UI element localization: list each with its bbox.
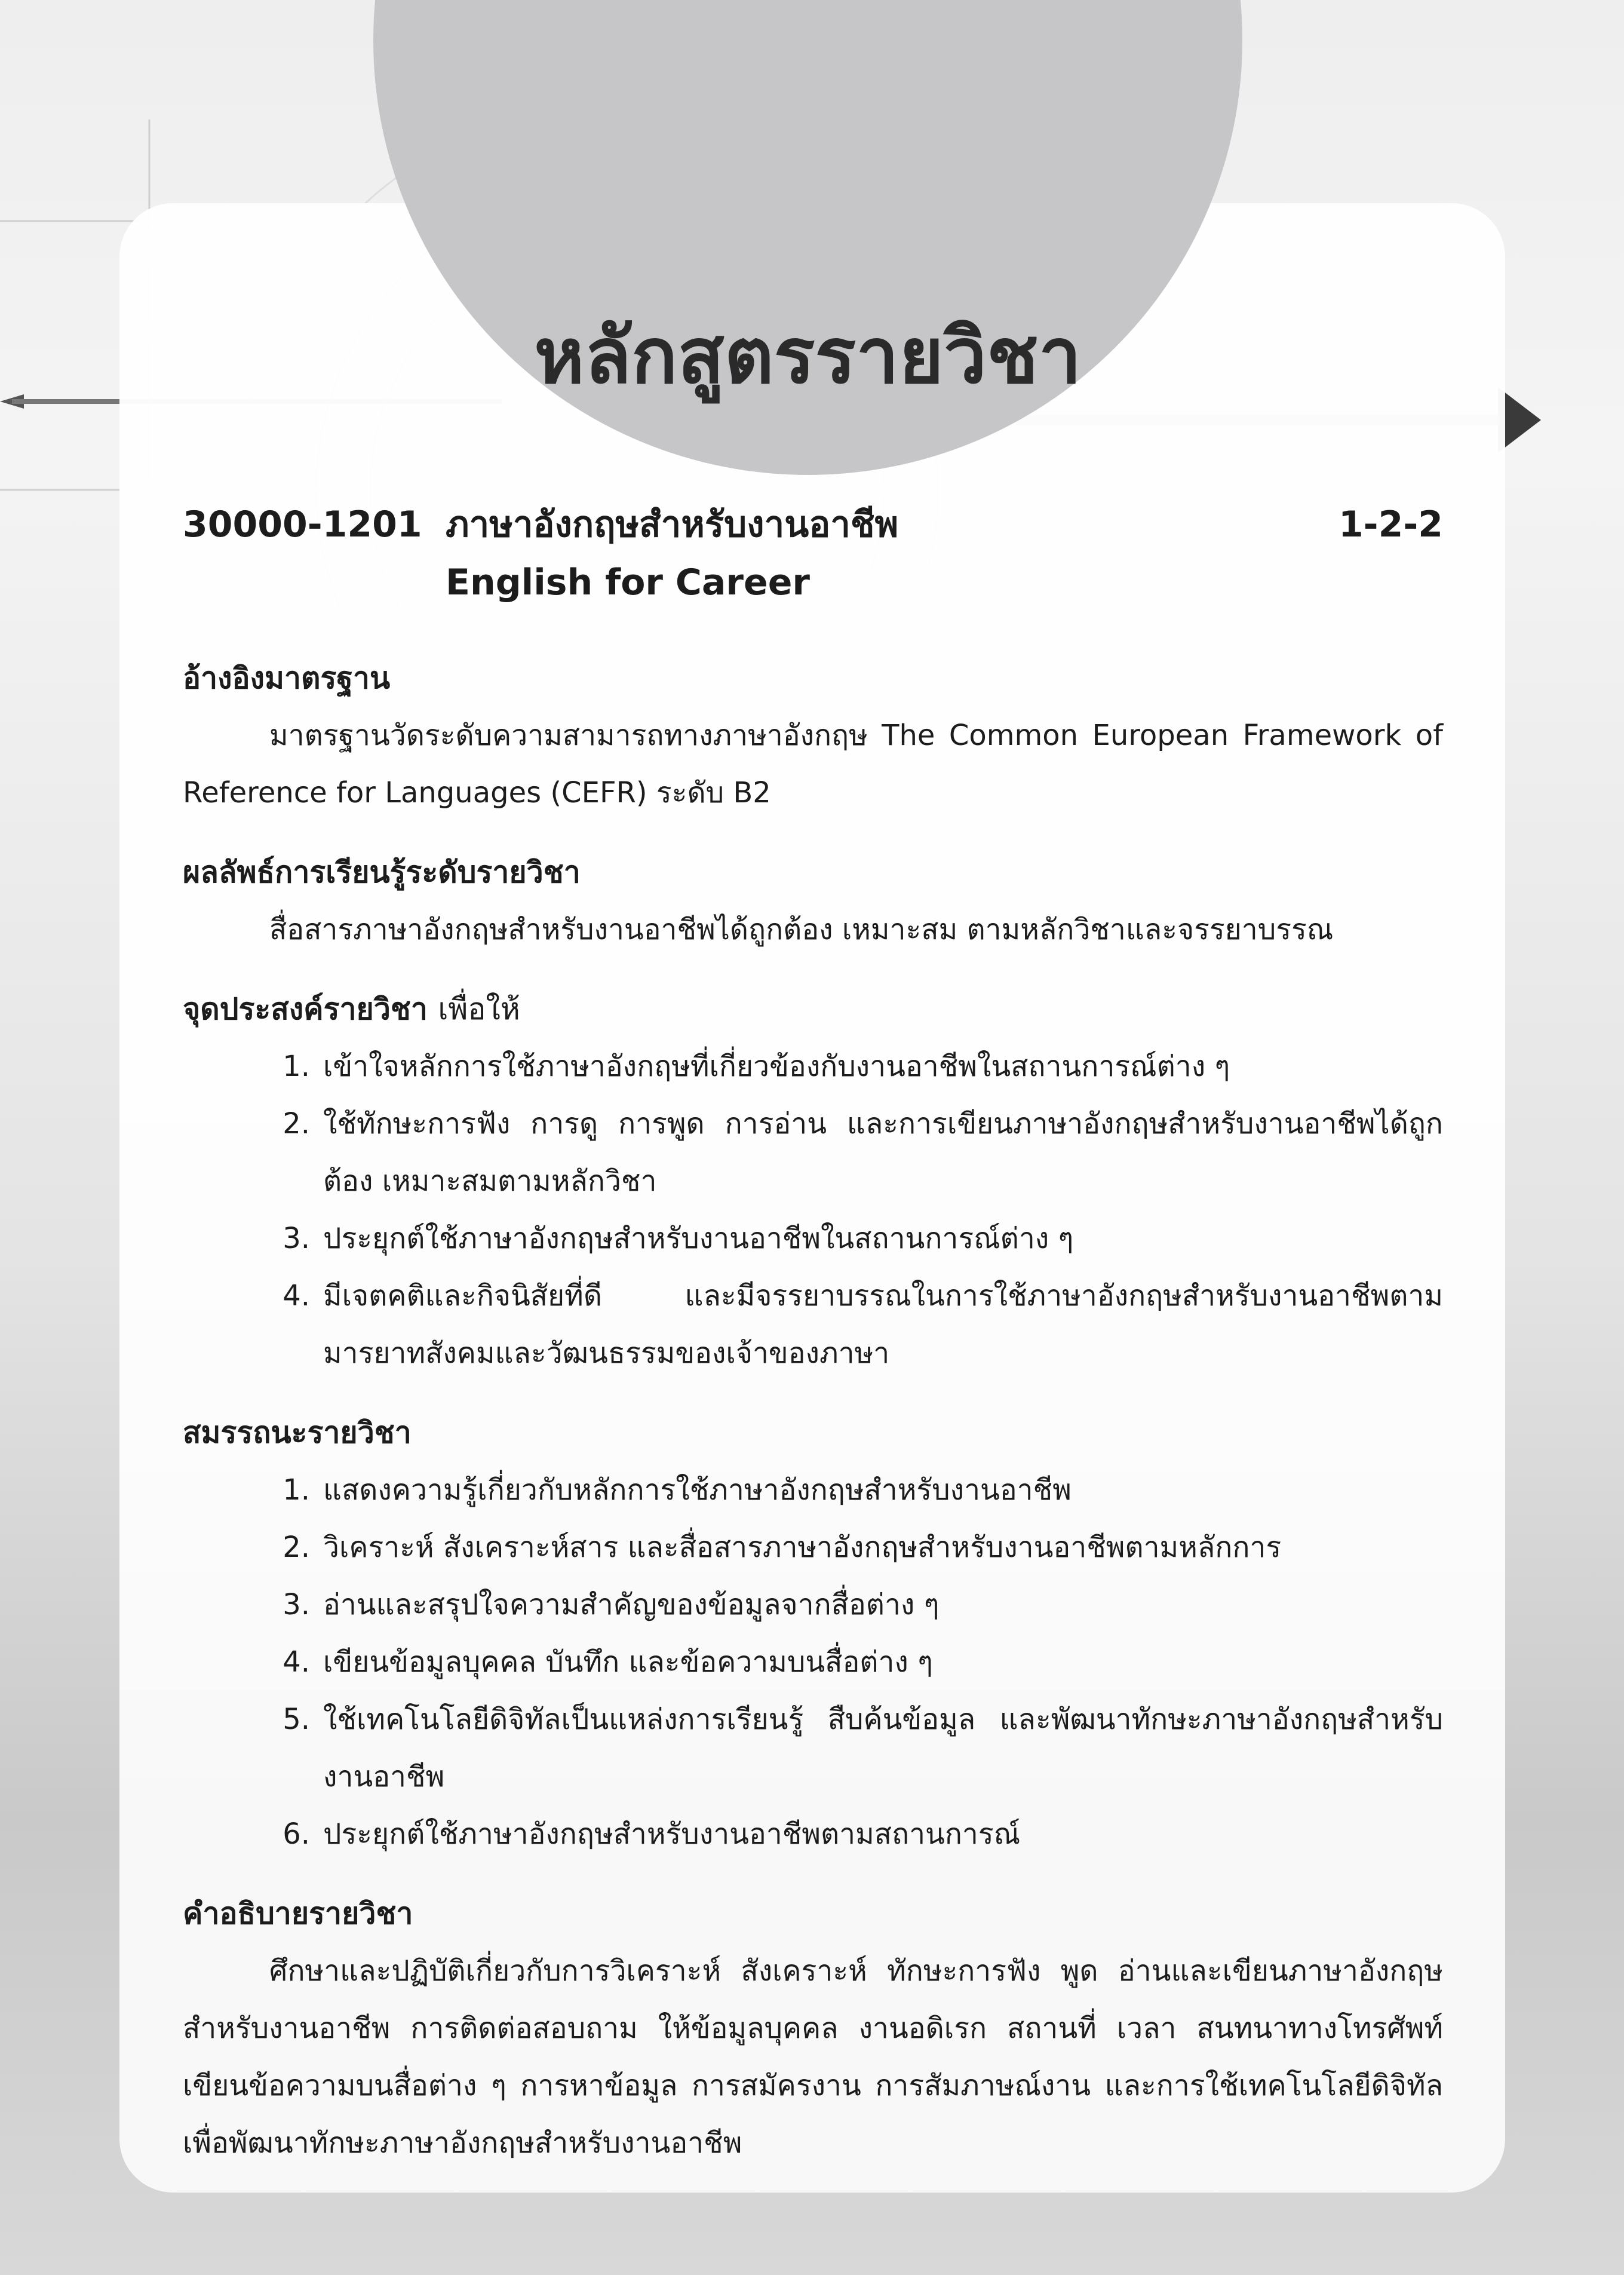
course-content (183, 496, 1443, 2172)
list-number: 2. (283, 1531, 310, 1564)
course-header (183, 496, 1443, 562)
description-heading: คำอธิบายรายวิชา (183, 1896, 413, 1931)
course-name-en: English for Career (446, 562, 810, 603)
list-number: 4. (283, 1279, 310, 1313)
list-item (183, 1805, 1443, 1863)
list-item (183, 1461, 1443, 1519)
list-item (183, 1691, 1443, 1805)
list-item (183, 1633, 1443, 1691)
list-text: แสดงความรู้เกี่ยวกับหลักการใช้ภาษาอังกฤษสำหรับงานอาชีพ (323, 1473, 1072, 1507)
list-text: อ่านและสรุปใจความสำคัญของข้อมูลจากสื่อต่าง ๆ (323, 1588, 940, 1621)
objectives-heading-label: จุดประสงค์รายวิชา (183, 992, 428, 1026)
standard-heading: อ้างอิงมาตรฐาน (183, 661, 391, 695)
list-item (183, 1576, 1443, 1633)
description-text: ศึกษาและปฏิบัติเกี่ยวกับการวิเคราะห์ สังเคราะห์ ทักษะการฟัง พูด อ่านและเขียนภาษาอังกฤษสำหรับงานอาชีพ การติดต่อสอบถาม ให้ข้อมูลบุคคล งานอดิเรก สถานที่ เวลา สนทนาทางโทรศัพท์ เขียนข้อความบนสื่อต่าง ๆ การหาข้อมูล การสมัครงาน การสัมภาษณ์งาน และการใช้เทคโนโลยีดิจิทัลเพื่อพัฒนาทักษะภาษาอังกฤษสำหรับงานอาชีพ (183, 1954, 1443, 2160)
list-item (183, 1519, 1443, 1576)
list-text: ประยุกต์ใช้ภาษาอังกฤษสำหรับงานอาชีพตามสถานการณ์ (323, 1817, 1021, 1851)
course-name-th: ภาษาอังกฤษสำหรับงานอาชีพ (446, 504, 899, 545)
objectives-heading (183, 987, 1443, 1032)
list-item (183, 1095, 1443, 1210)
competencies-list (183, 1461, 1443, 1863)
list-number: 4. (283, 1645, 310, 1679)
list-number: 3. (283, 1588, 310, 1621)
list-item (183, 1210, 1443, 1267)
list-item (183, 1038, 1443, 1095)
page-title: หลักสูตรรายวิชา (534, 312, 1082, 401)
list-number: 5. (283, 1703, 310, 1736)
list-text: วิเคราะห์ สังเคราะห์สาร และสื่อสารภาษาอังกฤษสำหรับงานอาชีพตามหลักการ (323, 1531, 1282, 1564)
list-text: มีเจตคติและกิจนิสัยที่ดี และมีจรรยาบรรณในการใช้ภาษาอังกฤษสำหรับงานอาชีพตามมารยาทสังคมและวัฒนธรรมของเจ้าของภาษา (323, 1279, 1443, 1370)
list-text: เข้าใจหลักการใช้ภาษาอังกฤษที่เกี่ยวข้องกับงานอาชีพในสถานการณ์ต่าง ๆ (323, 1050, 1230, 1083)
outcome-heading: ผลลัพธ์การเรียนรู้ระดับรายวิชา (183, 855, 581, 890)
list-item (183, 1267, 1443, 1382)
list-number: 3. (283, 1222, 310, 1255)
list-text: ใช้เทคโนโลยีดิจิทัลเป็นแหล่งการเรียนรู้ สืบค้นข้อมูล และพัฒนาทักษะภาษาอังกฤษสำหรับงานอาชีพ (323, 1703, 1443, 1793)
outcome-text: สื่อสารภาษาอังกฤษสำหรับงานอาชีพได้ถูกต้อง เหมาะสม ตามหลักวิชาและจรรยาบรรณ (269, 913, 1334, 946)
list-text: ใช้ทักษะการฟัง การดู การพูด การอ่าน และการเขียนภาษาอังกฤษสำหรับงานอาชีพได้ถูกต้อง เหมาะสมตามหลักวิชา (323, 1107, 1443, 1198)
objectives-heading-suffix: เพื่อให้ (438, 992, 520, 1026)
list-number: 6. (283, 1817, 310, 1851)
list-number: 1. (283, 1473, 310, 1507)
list-number: 1. (283, 1050, 310, 1083)
list-number: 2. (283, 1107, 310, 1140)
course-credits: 1-2-2 (1338, 504, 1443, 545)
course-code: 30000-1201 (183, 504, 422, 545)
list-text: เขียนข้อมูลบุคคล บันทึก และข้อความบนสื่อต่าง ๆ (323, 1645, 933, 1679)
list-text: ประยุกต์ใช้ภาษาอังกฤษสำหรับงานอาชีพในสถานการณ์ต่าง ๆ (323, 1222, 1074, 1255)
competencies-heading: สมรรถนะรายวิชา (183, 1415, 412, 1450)
objectives-list (183, 1038, 1443, 1382)
standard-text: มาตรฐานวัดระดับความสามารถทางภาษาอังกฤษ The Common European Framework of Reference for Languages (CEFR) ระดับ B2 (183, 719, 1443, 810)
